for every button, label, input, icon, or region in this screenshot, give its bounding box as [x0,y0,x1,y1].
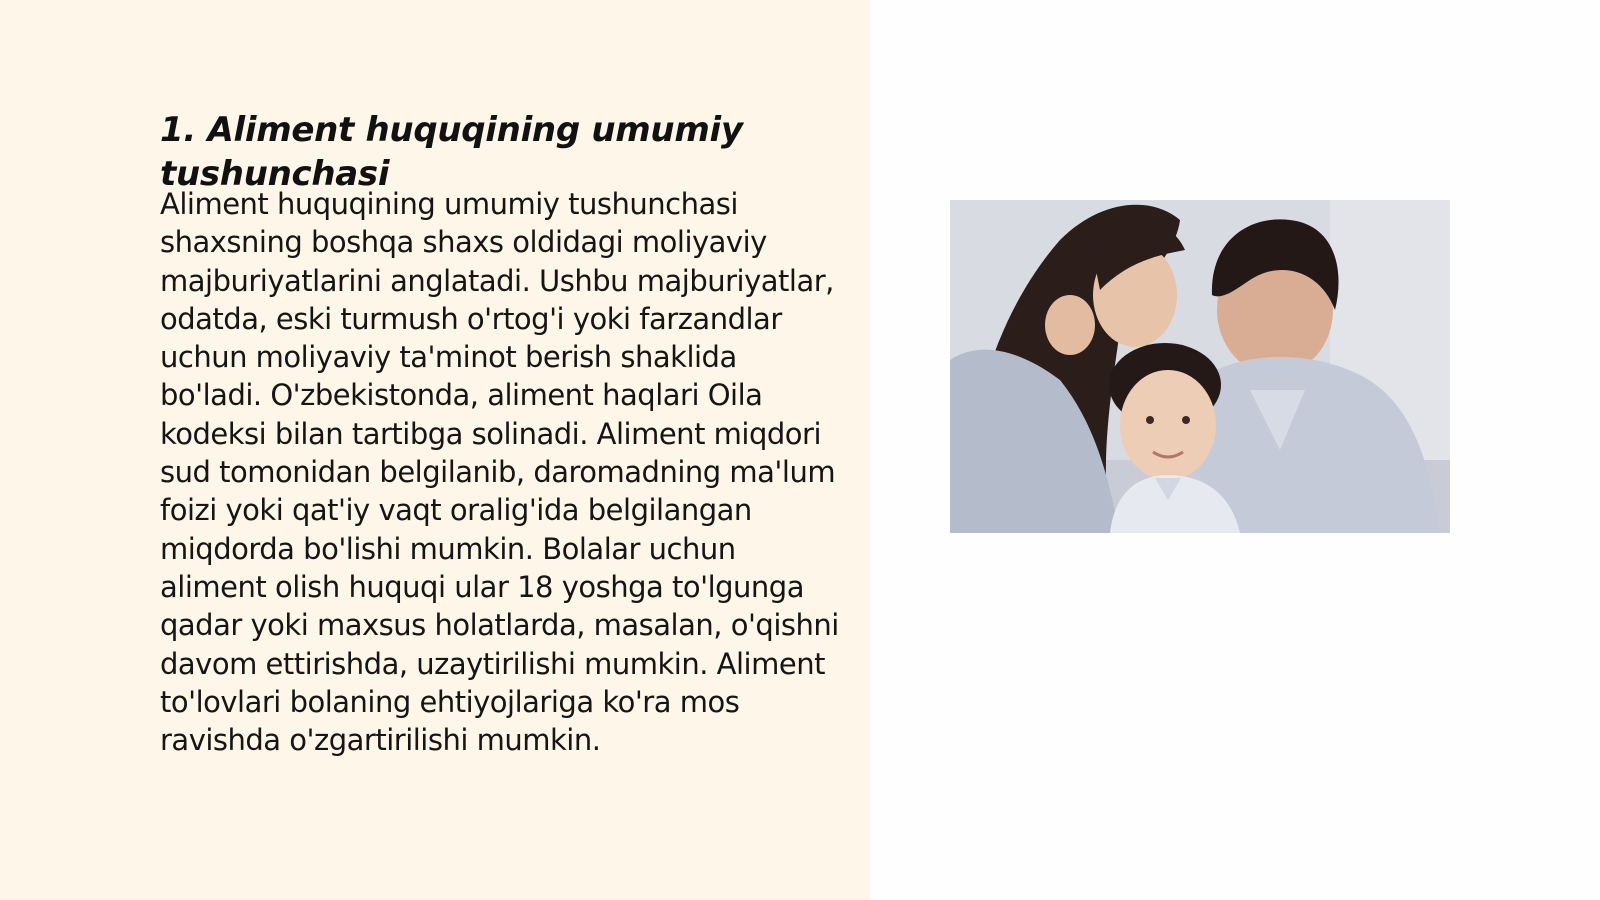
slide-title: 1. Aliment huquqining umumiy tushunchasi [160,110,743,194]
family-photo [950,200,1450,533]
slide-body-text: Aliment huquqining umumiy tushunchasi shaxsning boshqa shaxs oldidagi moliyaviy majburiyatlarini anglatadi. Ushbu majburiyatlar, odatda, eski turmush o'rtog'i yoki farzandlar uchun moliyaviy ta'minot berish shaklida bo'ladi. O'zbekistonda, aliment haqlari Oila kodeksi bilan tartibga solinadi. Aliment miqdori sud tomonidan belgilanib, daromadning ma'lum foizi yoki qat'iy vaqt oralig'ida belgilangan miqdorda bo'lishi mumkin. Bolalar uchun aliment olish huquqi ular 18 yoshga to'lgunga qadar yoki maxsus holatlarda, masalan, o'qishni davom ettirishda, uzaytirilishi mumkin. Aliment to'lovlari bolaning ehtiyojlariga ko'ra mos ravishda o'zgartirilishi mumkin. [160,187,839,758]
family-photo-illustration [950,200,1450,533]
